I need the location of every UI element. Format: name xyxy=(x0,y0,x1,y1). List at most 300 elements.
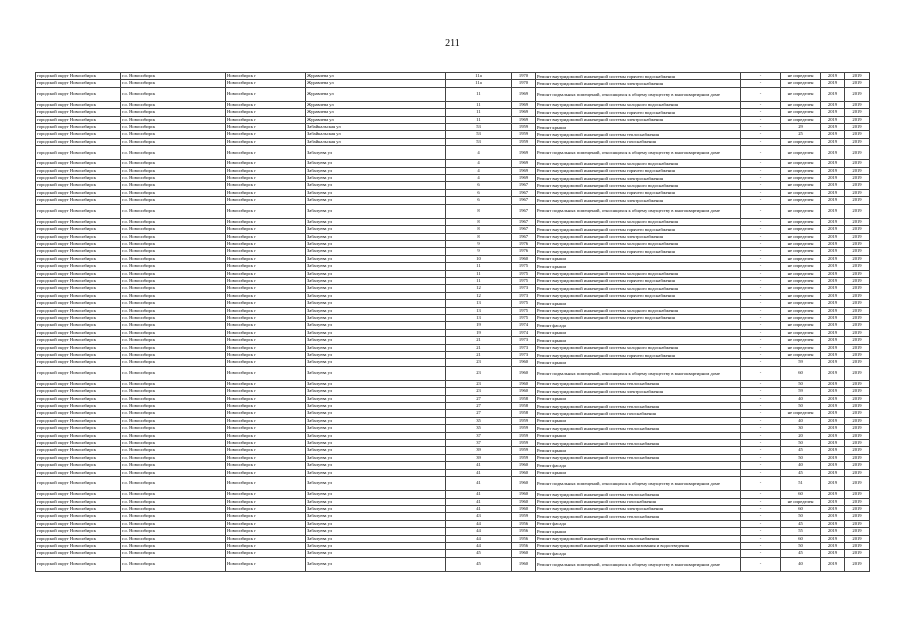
cell-street: Забалуева ул xyxy=(306,255,446,262)
cell-settlement: г.о. Новосибирск xyxy=(121,182,226,189)
cell-municipality: городской округ Новосибирск xyxy=(36,146,121,160)
cell-year-end: 2019 xyxy=(845,520,870,527)
cell-settlement: г.о. Новосибирск xyxy=(121,124,226,131)
cell-year-end: 2019 xyxy=(845,337,870,344)
cell-year-start: 2019 xyxy=(821,388,845,395)
cell-cost: не определен xyxy=(781,255,821,262)
cell-cost: не определен xyxy=(781,160,821,167)
cell-house-number: 41 xyxy=(446,477,512,491)
cell-year-built: 1959 xyxy=(512,417,536,424)
cell-settlement: г.о. Новосибирск xyxy=(121,440,226,447)
cell-city: Новосибирск г xyxy=(226,204,306,218)
cell-house-number: 13 xyxy=(446,307,512,314)
cell-year-built: 1956 xyxy=(512,535,536,542)
cell-year-end: 2019 xyxy=(845,138,870,145)
cell-house-number: 11а xyxy=(446,80,512,87)
cell-year-built: 1956 xyxy=(512,542,536,549)
table-body xyxy=(36,73,870,572)
cell-city: Новосибирск г xyxy=(226,116,306,123)
cell-settlement: г.о. Новосибирск xyxy=(121,226,226,233)
cell-house-number: 12 xyxy=(446,292,512,299)
table-row xyxy=(36,204,870,218)
cell-street: Забалуева ул xyxy=(306,314,446,321)
cell-house-number: 39 xyxy=(446,454,512,461)
cell-year-end: 2019 xyxy=(845,101,870,108)
cell-city: Новосибирск г xyxy=(226,109,306,116)
cell-settlement: г.о. Новосибирск xyxy=(121,322,226,329)
table-row xyxy=(36,146,870,160)
table-row xyxy=(36,432,870,439)
cell-year-start: 2019 xyxy=(821,80,845,87)
cell-cost: не определен xyxy=(781,167,821,174)
cell-cost: 40 xyxy=(781,395,821,402)
cell-house-number: 9 xyxy=(446,240,512,247)
cell-year-built: 1959 xyxy=(512,425,536,432)
cell-year-start: 2019 xyxy=(821,395,845,402)
cell-year-end: 2019 xyxy=(845,240,870,247)
cell-street: Забалуева ул xyxy=(306,454,446,461)
cell-year-start: 2019 xyxy=(821,167,845,174)
cell-settlement: г.о. Новосибирск xyxy=(121,285,226,292)
cell-year-built: 1975 xyxy=(512,263,536,270)
cell-cost: не определен xyxy=(781,337,821,344)
cell-cost: 60 xyxy=(781,491,821,498)
cell-house-number: 21 xyxy=(446,337,512,344)
cell-settlement: г.о. Новосибирск xyxy=(121,314,226,321)
cell-street: Забалуева ул xyxy=(306,380,446,387)
cell-settlement: г.о. Новосибирск xyxy=(121,101,226,108)
cell-work-type: Ремонт внутридомовой инженерной системы теплоснабжения xyxy=(536,403,741,410)
cell-year-start: 2019 xyxy=(821,124,845,131)
cell-year-built: 1969 xyxy=(512,167,536,174)
cell-city: Новосибирск г xyxy=(226,197,306,204)
cell-work-type: Ремонт фасада xyxy=(536,462,741,469)
cell-house-number: 44 xyxy=(446,520,512,527)
cell-cost: не определен xyxy=(781,292,821,299)
cell-cost: не определен xyxy=(781,218,821,225)
cell-year-built: 1967 xyxy=(512,233,536,240)
cell-city: Новосибирск г xyxy=(226,505,306,512)
cell-year-end: 2019 xyxy=(845,307,870,314)
cell-street: Забалуева ул xyxy=(306,175,446,182)
table-row xyxy=(36,329,870,336)
cell-year-end: 2019 xyxy=(845,417,870,424)
cell-city: Новосибирск г xyxy=(226,550,306,557)
cell-cost: не определен xyxy=(781,270,821,277)
cell-year-built: 1960 xyxy=(512,462,536,469)
cell-municipality: городской округ Новосибирск xyxy=(36,218,121,225)
table-row xyxy=(36,491,870,498)
cell-work-type: Ремонт внутридомовой инженерной системы теплоснабжения xyxy=(536,380,741,387)
cell-year-end: 2019 xyxy=(845,352,870,359)
cell-year-end: 2019 xyxy=(845,218,870,225)
cell-house-number: 27 xyxy=(446,403,512,410)
cell-cost: 45 xyxy=(781,447,821,454)
cell-year-start: 2019 xyxy=(821,175,845,182)
cell-settlement: г.о. Новосибирск xyxy=(121,300,226,307)
table-row xyxy=(36,109,870,116)
cell-municipality: городской округ Новосибирск xyxy=(36,352,121,359)
table-row xyxy=(36,182,870,189)
cell-year-start: 2019 xyxy=(821,366,845,380)
cell-work-type: Ремонт внутридомовой инженерной системы электроснабжения xyxy=(536,80,741,87)
cell-municipality: городской округ Новосибирск xyxy=(36,388,121,395)
cell-settlement: г.о. Новосибирск xyxy=(121,160,226,167)
cell-year-end: 2019 xyxy=(845,131,870,138)
cell-dash: - xyxy=(741,498,781,505)
cell-year-built: 1969 xyxy=(512,109,536,116)
cell-street: Забалуева ул xyxy=(306,197,446,204)
cell-year-built: 1973 xyxy=(512,352,536,359)
cell-street: Забалуева ул xyxy=(306,520,446,527)
cell-dash: - xyxy=(741,248,781,255)
cell-year-built: 1967 xyxy=(512,204,536,218)
cell-house-number: 41 xyxy=(446,469,512,476)
cell-house-number: 23 xyxy=(446,359,512,366)
cell-house-number: 45 xyxy=(446,557,512,571)
cell-city: Новосибирск г xyxy=(226,314,306,321)
cell-dash: - xyxy=(741,557,781,571)
cell-year-start: 2019 xyxy=(821,314,845,321)
table-row xyxy=(36,469,870,476)
table-row xyxy=(36,380,870,387)
cell-settlement: г.о. Новосибирск xyxy=(121,535,226,542)
cell-street: Забалуева ул xyxy=(306,535,446,542)
cell-municipality: городской округ Новосибирск xyxy=(36,80,121,87)
cell-cost: 59 xyxy=(781,388,821,395)
cell-municipality: городской округ Новосибирск xyxy=(36,498,121,505)
cell-year-end: 2019 xyxy=(845,189,870,196)
cell-year-start: 2019 xyxy=(821,432,845,439)
cell-year-built: 1969 xyxy=(512,116,536,123)
cell-year-end: 2019 xyxy=(845,80,870,87)
cell-year-built: 1960 xyxy=(512,469,536,476)
table-row xyxy=(36,535,870,542)
cell-work-type: Ремонт внутридомовой инженерной системы теплоснабжения xyxy=(536,131,741,138)
table-row xyxy=(36,307,870,314)
cell-work-type: Ремонт внутридомовой инженерной системы электроснабжения xyxy=(536,116,741,123)
cell-municipality: городской округ Новосибирск xyxy=(36,477,121,491)
cell-settlement: г.о. Новосибирск xyxy=(121,447,226,454)
cell-year-start: 2019 xyxy=(821,447,845,454)
cell-street: Забалуева ул xyxy=(306,277,446,284)
cell-city: Новосибирск г xyxy=(226,395,306,402)
cell-cost: не определен xyxy=(781,314,821,321)
cell-year-built: 1969 xyxy=(512,101,536,108)
cell-work-type: Ремонт крыши xyxy=(536,329,741,336)
cell-dash: - xyxy=(741,218,781,225)
cell-street: Забалуева ул xyxy=(306,204,446,218)
cell-municipality: городской округ Новосибирск xyxy=(36,197,121,204)
cell-cost: не определен xyxy=(781,73,821,80)
cell-municipality: городской округ Новосибирск xyxy=(36,528,121,535)
table-row xyxy=(36,233,870,240)
cell-dash: - xyxy=(741,388,781,395)
cell-year-end: 2019 xyxy=(845,477,870,491)
cell-year-end: 2019 xyxy=(845,440,870,447)
cell-dash: - xyxy=(741,116,781,123)
cell-municipality: городской округ Новосибирск xyxy=(36,167,121,174)
cell-work-type: Ремонт внутридомовой инженерной системы электроснабжения xyxy=(536,388,741,395)
cell-house-number: 19 xyxy=(446,329,512,336)
cell-year-start: 2019 xyxy=(821,292,845,299)
cell-cost: не определен xyxy=(781,109,821,116)
cell-year-built: 1974 xyxy=(512,329,536,336)
cell-work-type: Ремонт фасада xyxy=(536,550,741,557)
cell-street: Забалуева ул xyxy=(306,528,446,535)
cell-year-end: 2019 xyxy=(845,160,870,167)
cell-city: Новосибирск г xyxy=(226,263,306,270)
cell-settlement: г.о. Новосибирск xyxy=(121,403,226,410)
cell-dash: - xyxy=(741,520,781,527)
cell-year-end: 2019 xyxy=(845,535,870,542)
cell-street: Забалуева ул xyxy=(306,248,446,255)
cell-street: Забалуева ул xyxy=(306,167,446,174)
cell-dash: - xyxy=(741,197,781,204)
cell-house-number: 43 xyxy=(446,513,512,520)
cell-house-number: 27 xyxy=(446,395,512,402)
cell-year-start: 2019 xyxy=(821,440,845,447)
cell-dash: - xyxy=(741,447,781,454)
cell-dash: - xyxy=(741,160,781,167)
cell-year-built: 1975 xyxy=(512,270,536,277)
cell-municipality: городской округ Новосибирск xyxy=(36,292,121,299)
cell-year-built: 1975 xyxy=(512,277,536,284)
cell-year-start: 2019 xyxy=(821,233,845,240)
cell-street: Журавлева ул xyxy=(306,87,446,101)
cell-work-type: Ремонт внутридомовой инженерной системы теплоснабжения xyxy=(536,513,741,520)
cell-year-built: 1970 xyxy=(512,73,536,80)
cell-street: Забалуева ул xyxy=(306,462,446,469)
cell-cost: 50 xyxy=(781,542,821,549)
cell-year-built: 1959 xyxy=(512,138,536,145)
cell-city: Новосибирск г xyxy=(226,270,306,277)
cell-year-start: 2019 xyxy=(821,491,845,498)
table-row xyxy=(36,352,870,359)
table-row xyxy=(36,417,870,424)
cell-year-end: 2019 xyxy=(845,182,870,189)
cell-dash: - xyxy=(741,359,781,366)
cell-cost: не определен xyxy=(781,182,821,189)
cell-dash: - xyxy=(741,270,781,277)
cell-city: Новосибирск г xyxy=(226,366,306,380)
cell-dash: - xyxy=(741,469,781,476)
cell-year-built: 1959 xyxy=(512,454,536,461)
cell-house-number: 9 xyxy=(446,248,512,255)
cell-year-end: 2019 xyxy=(845,462,870,469)
cell-dash: - xyxy=(741,366,781,380)
cell-house-number: 21 xyxy=(446,352,512,359)
cell-work-type: Ремонт внутридомовой инженерной системы горячего водоснабжения xyxy=(536,352,741,359)
cell-city: Новосибирск г xyxy=(226,87,306,101)
table-row xyxy=(36,425,870,432)
cell-work-type: Ремонт внутридомовой инженерной системы горячего водоснабжения xyxy=(536,292,741,299)
cell-settlement: г.о. Новосибирск xyxy=(121,167,226,174)
cell-cost: не определен xyxy=(781,101,821,108)
cell-city: Новосибирск г xyxy=(226,491,306,498)
cell-work-type: Ремонт фасада xyxy=(536,322,741,329)
cell-street: Забалуева ул xyxy=(306,263,446,270)
table-row xyxy=(36,277,870,284)
cell-street: Забалуева ул xyxy=(306,557,446,571)
cell-work-type: Ремонт внутридомовой инженерной системы горячего водоснабжения xyxy=(536,314,741,321)
cell-work-type: Ремонт крыши xyxy=(536,255,741,262)
cell-year-built: 1969 xyxy=(512,146,536,160)
cell-city: Новосибирск г xyxy=(226,520,306,527)
cell-year-start: 2019 xyxy=(821,270,845,277)
cell-street: Забалуева ул xyxy=(306,425,446,432)
cell-year-end: 2019 xyxy=(845,292,870,299)
cell-city: Новосибирск г xyxy=(226,469,306,476)
cell-city: Новосибирск г xyxy=(226,182,306,189)
cell-work-type: Ремонт внутридомовой инженерной системы горячего водоснабжения xyxy=(536,226,741,233)
cell-year-start: 2019 xyxy=(821,116,845,123)
cell-dash: - xyxy=(741,329,781,336)
cell-city: Новосибирск г xyxy=(226,329,306,336)
cell-municipality: городской округ Новосибирск xyxy=(36,337,121,344)
cell-house-number: 41 xyxy=(446,491,512,498)
cell-city: Новосибирск г xyxy=(226,425,306,432)
cell-settlement: г.о. Новосибирск xyxy=(121,80,226,87)
cell-street: Журавлева ул xyxy=(306,109,446,116)
cell-dash: - xyxy=(741,240,781,247)
cell-year-built: 1967 xyxy=(512,197,536,204)
cell-cost: 40 xyxy=(781,557,821,571)
cell-street: Забалуева ул xyxy=(306,240,446,247)
cell-work-type: Ремонт внутридомовой инженерной системы газоснабжения xyxy=(536,410,741,417)
cell-municipality: городской округ Новосибирск xyxy=(36,344,121,351)
cell-city: Новосибирск г xyxy=(226,344,306,351)
cell-year-end: 2019 xyxy=(845,542,870,549)
cell-cost: 40 xyxy=(781,417,821,424)
cell-year-end: 2019 xyxy=(845,124,870,131)
cell-settlement: г.о. Новосибирск xyxy=(121,131,226,138)
cell-municipality: городской округ Новосибирск xyxy=(36,550,121,557)
cell-house-number: 4 xyxy=(446,146,512,160)
cell-year-built: 1967 xyxy=(512,218,536,225)
cell-dash: - xyxy=(741,314,781,321)
cell-year-end: 2019 xyxy=(845,197,870,204)
cell-cost: не определен xyxy=(781,277,821,284)
cell-house-number: 44 xyxy=(446,535,512,542)
cell-dash: - xyxy=(741,535,781,542)
cell-city: Новосибирск г xyxy=(226,255,306,262)
cell-municipality: городской округ Новосибирск xyxy=(36,513,121,520)
cell-settlement: г.о. Новосибирск xyxy=(121,410,226,417)
cell-street: Забалуева ул xyxy=(306,218,446,225)
cell-cost: не определен xyxy=(781,175,821,182)
cell-year-built: 1960 xyxy=(512,505,536,512)
cell-street: Журавлева ул xyxy=(306,101,446,108)
cell-year-end: 2019 xyxy=(845,528,870,535)
cell-settlement: г.о. Новосибирск xyxy=(121,454,226,461)
cell-municipality: городской округ Новосибирск xyxy=(36,542,121,549)
cell-work-type: Ремонт крыши xyxy=(536,528,741,535)
cell-dash: - xyxy=(741,87,781,101)
cell-settlement: г.о. Новосибирск xyxy=(121,513,226,520)
cell-year-built: 1970 xyxy=(512,80,536,87)
cell-street: Забалуева ул xyxy=(306,146,446,160)
cell-dash: - xyxy=(741,182,781,189)
cell-year-end: 2019 xyxy=(845,73,870,80)
cell-year-end: 2019 xyxy=(845,285,870,292)
cell-year-start: 2019 xyxy=(821,285,845,292)
cell-work-type: Ремонт внутридомовой инженерной системы холодного водоснабжения xyxy=(536,240,741,247)
cell-year-end: 2019 xyxy=(845,300,870,307)
cell-year-start: 2019 xyxy=(821,535,845,542)
cell-year-built: 1973 xyxy=(512,292,536,299)
cell-year-end: 2019 xyxy=(845,146,870,160)
cell-settlement: г.о. Новосибирск xyxy=(121,138,226,145)
cell-municipality: городской округ Новосибирск xyxy=(36,109,121,116)
cell-street: Забалуева ул xyxy=(306,285,446,292)
cell-settlement: г.о. Новосибирск xyxy=(121,395,226,402)
table-row xyxy=(36,292,870,299)
cell-street: Забалуева ул xyxy=(306,300,446,307)
cell-municipality: городской округ Новосибирск xyxy=(36,469,121,476)
cell-house-number: 41 xyxy=(446,505,512,512)
cell-municipality: городской округ Новосибирск xyxy=(36,277,121,284)
cell-house-number: 4 xyxy=(446,160,512,167)
cell-street: Забалуева ул xyxy=(306,226,446,233)
cell-cost: 50 xyxy=(781,380,821,387)
cell-year-built: 1959 xyxy=(512,513,536,520)
cell-work-type: Ремонт подвальных помещений, относящихся к общему имуществу в многоквартирном доме xyxy=(536,366,741,380)
cell-street: Забалуева ул xyxy=(306,329,446,336)
cell-year-start: 2019 xyxy=(821,277,845,284)
table-row xyxy=(36,285,870,292)
table-row xyxy=(36,197,870,204)
cell-work-type: Ремонт внутридомовой инженерной системы электроснабжения xyxy=(536,175,741,182)
cell-city: Новосибирск г xyxy=(226,535,306,542)
cell-dash: - xyxy=(741,477,781,491)
table-row xyxy=(36,124,870,131)
cell-settlement: г.о. Новосибирск xyxy=(121,498,226,505)
cell-work-type: Ремонт подвальных помещений, относящихся к общему имуществу в многоквартирном доме xyxy=(536,557,741,571)
cell-work-type: Ремонт крыши xyxy=(536,300,741,307)
cell-work-type: Ремонт фасада xyxy=(536,520,741,527)
cell-city: Новосибирск г xyxy=(226,454,306,461)
cell-work-type: Ремонт внутридомовой инженерной системы холодного водоснабжения xyxy=(536,218,741,225)
cell-work-type: Ремонт внутридомовой инженерной системы теплоснабжения xyxy=(536,440,741,447)
cell-municipality: городской округ Новосибирск xyxy=(36,491,121,498)
cell-settlement: г.о. Новосибирск xyxy=(121,146,226,160)
cell-settlement: г.о. Новосибирск xyxy=(121,366,226,380)
cell-street: Забалуева ул xyxy=(306,440,446,447)
cell-settlement: г.о. Новосибирск xyxy=(121,248,226,255)
cell-settlement: г.о. Новосибирск xyxy=(121,344,226,351)
cell-street: Забалуева ул xyxy=(306,477,446,491)
cell-work-type: Ремонт крыши xyxy=(536,263,741,270)
cell-city: Новосибирск г xyxy=(226,240,306,247)
cell-year-built: 1960 xyxy=(512,491,536,498)
cell-street: Забалуева ул xyxy=(306,322,446,329)
cell-settlement: г.о. Новосибирск xyxy=(121,270,226,277)
cell-settlement: г.о. Новосибирск xyxy=(121,359,226,366)
cell-work-type: Ремонт внутридомовой инженерной системы газоснабжения xyxy=(536,138,741,145)
cell-municipality: городской округ Новосибирск xyxy=(36,101,121,108)
cell-cost: не определен xyxy=(781,80,821,87)
cell-year-built: 1959 xyxy=(512,432,536,439)
cell-work-type: Ремонт внутридомовой инженерной системы горячего водоснабжения xyxy=(536,277,741,284)
cell-house-number: 23 xyxy=(446,380,512,387)
cell-work-type: Ремонт внутридомовой инженерной системы холодного водоснабжения xyxy=(536,307,741,314)
table-row xyxy=(36,131,870,138)
cell-settlement: г.о. Новосибирск xyxy=(121,277,226,284)
cell-year-start: 2019 xyxy=(821,498,845,505)
cell-year-start: 2019 xyxy=(821,410,845,417)
cell-house-number: 13 xyxy=(446,300,512,307)
